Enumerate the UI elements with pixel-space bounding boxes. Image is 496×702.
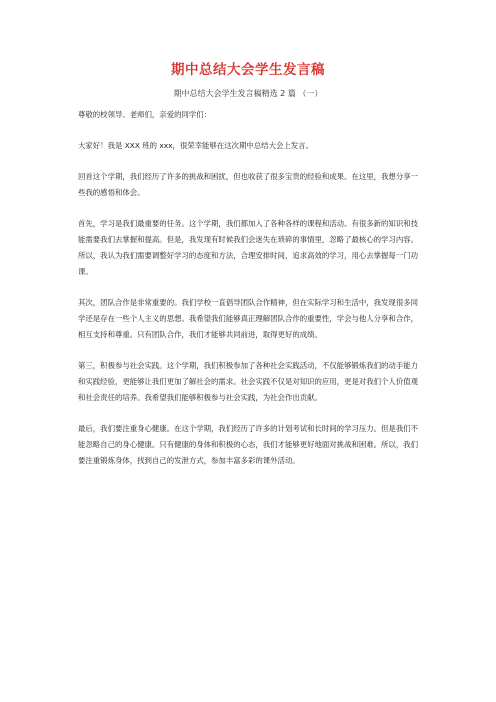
paragraph-4: 第三，积极参与社会实践。这个学期，我们积极参加了各种社会实践活动，不仅能够锻炼我们的动手能力和实践经验，更能够让我们更加了解社会的需求。社会实践不仅是对知识的应用，更是对我们个人价值观和社会责任的培养。我希望我们能够积极参与社会实践，为社会作出贡献。 [78,361,418,402]
document-subtitle: 期中总结大会学生发言稿精选 2 篇 （一） [173,89,323,98]
paragraph-3: 其次，团队合作是非常重要的。我们学校一直倡导团队合作精神，但在实际学习和生活中，我发现很多同学还是存在一些个人主义的思想。我希望我们能够真正理解团队合作的重要性，学会与他人分享和合作，相互支持和尊重。只有团队合作，我们才能够共同前进，取得更好的成绩。 [78,298,418,339]
paragraph-5: 最后，我们要注重身心健康。在这个学期，我们经历了许多的计划考试和长时间的学习压力。但是我们不能忽略自己的身心健康。只有健康的身体和积极的心态，我们才能够更好地面对挑战和困难。所以，我们要注重锻炼身体，找到自己的发泄方式，参加丰富多彩的课外活动。 [78,424,418,465]
paragraph-2: 首先，学习是我们最重要的任务。这个学期，我们都加入了各种各样的课程和活动。有很多新的知识和技能需要我们去掌握和提高。但是，我发现有时候我们会迷失在琐碎的事情里，忽略了最核心的学习内容。所以，我认为我们需要调整好学习的态度和方法，合理安排时间，追求高效的学习，用心去掌握每一门功课。 [78,219,418,276]
paragraph-1: 回首这个学期，我们经历了许多的挑战和困扰，但也收获了很多宝贵的经验和成果。在这里，我想分享一些我的感悟和体会。 [78,172,418,197]
document-title: 期中总结大会学生发言稿 [171,62,325,78]
intro-line: 大家好！我是 XXX 班的 xxx，很荣幸能够在这次期中总结大会上发言。 [78,141,313,150]
greeting-line: 尊敬的校领导、老师们，亲爱的同学们： [78,110,212,119]
